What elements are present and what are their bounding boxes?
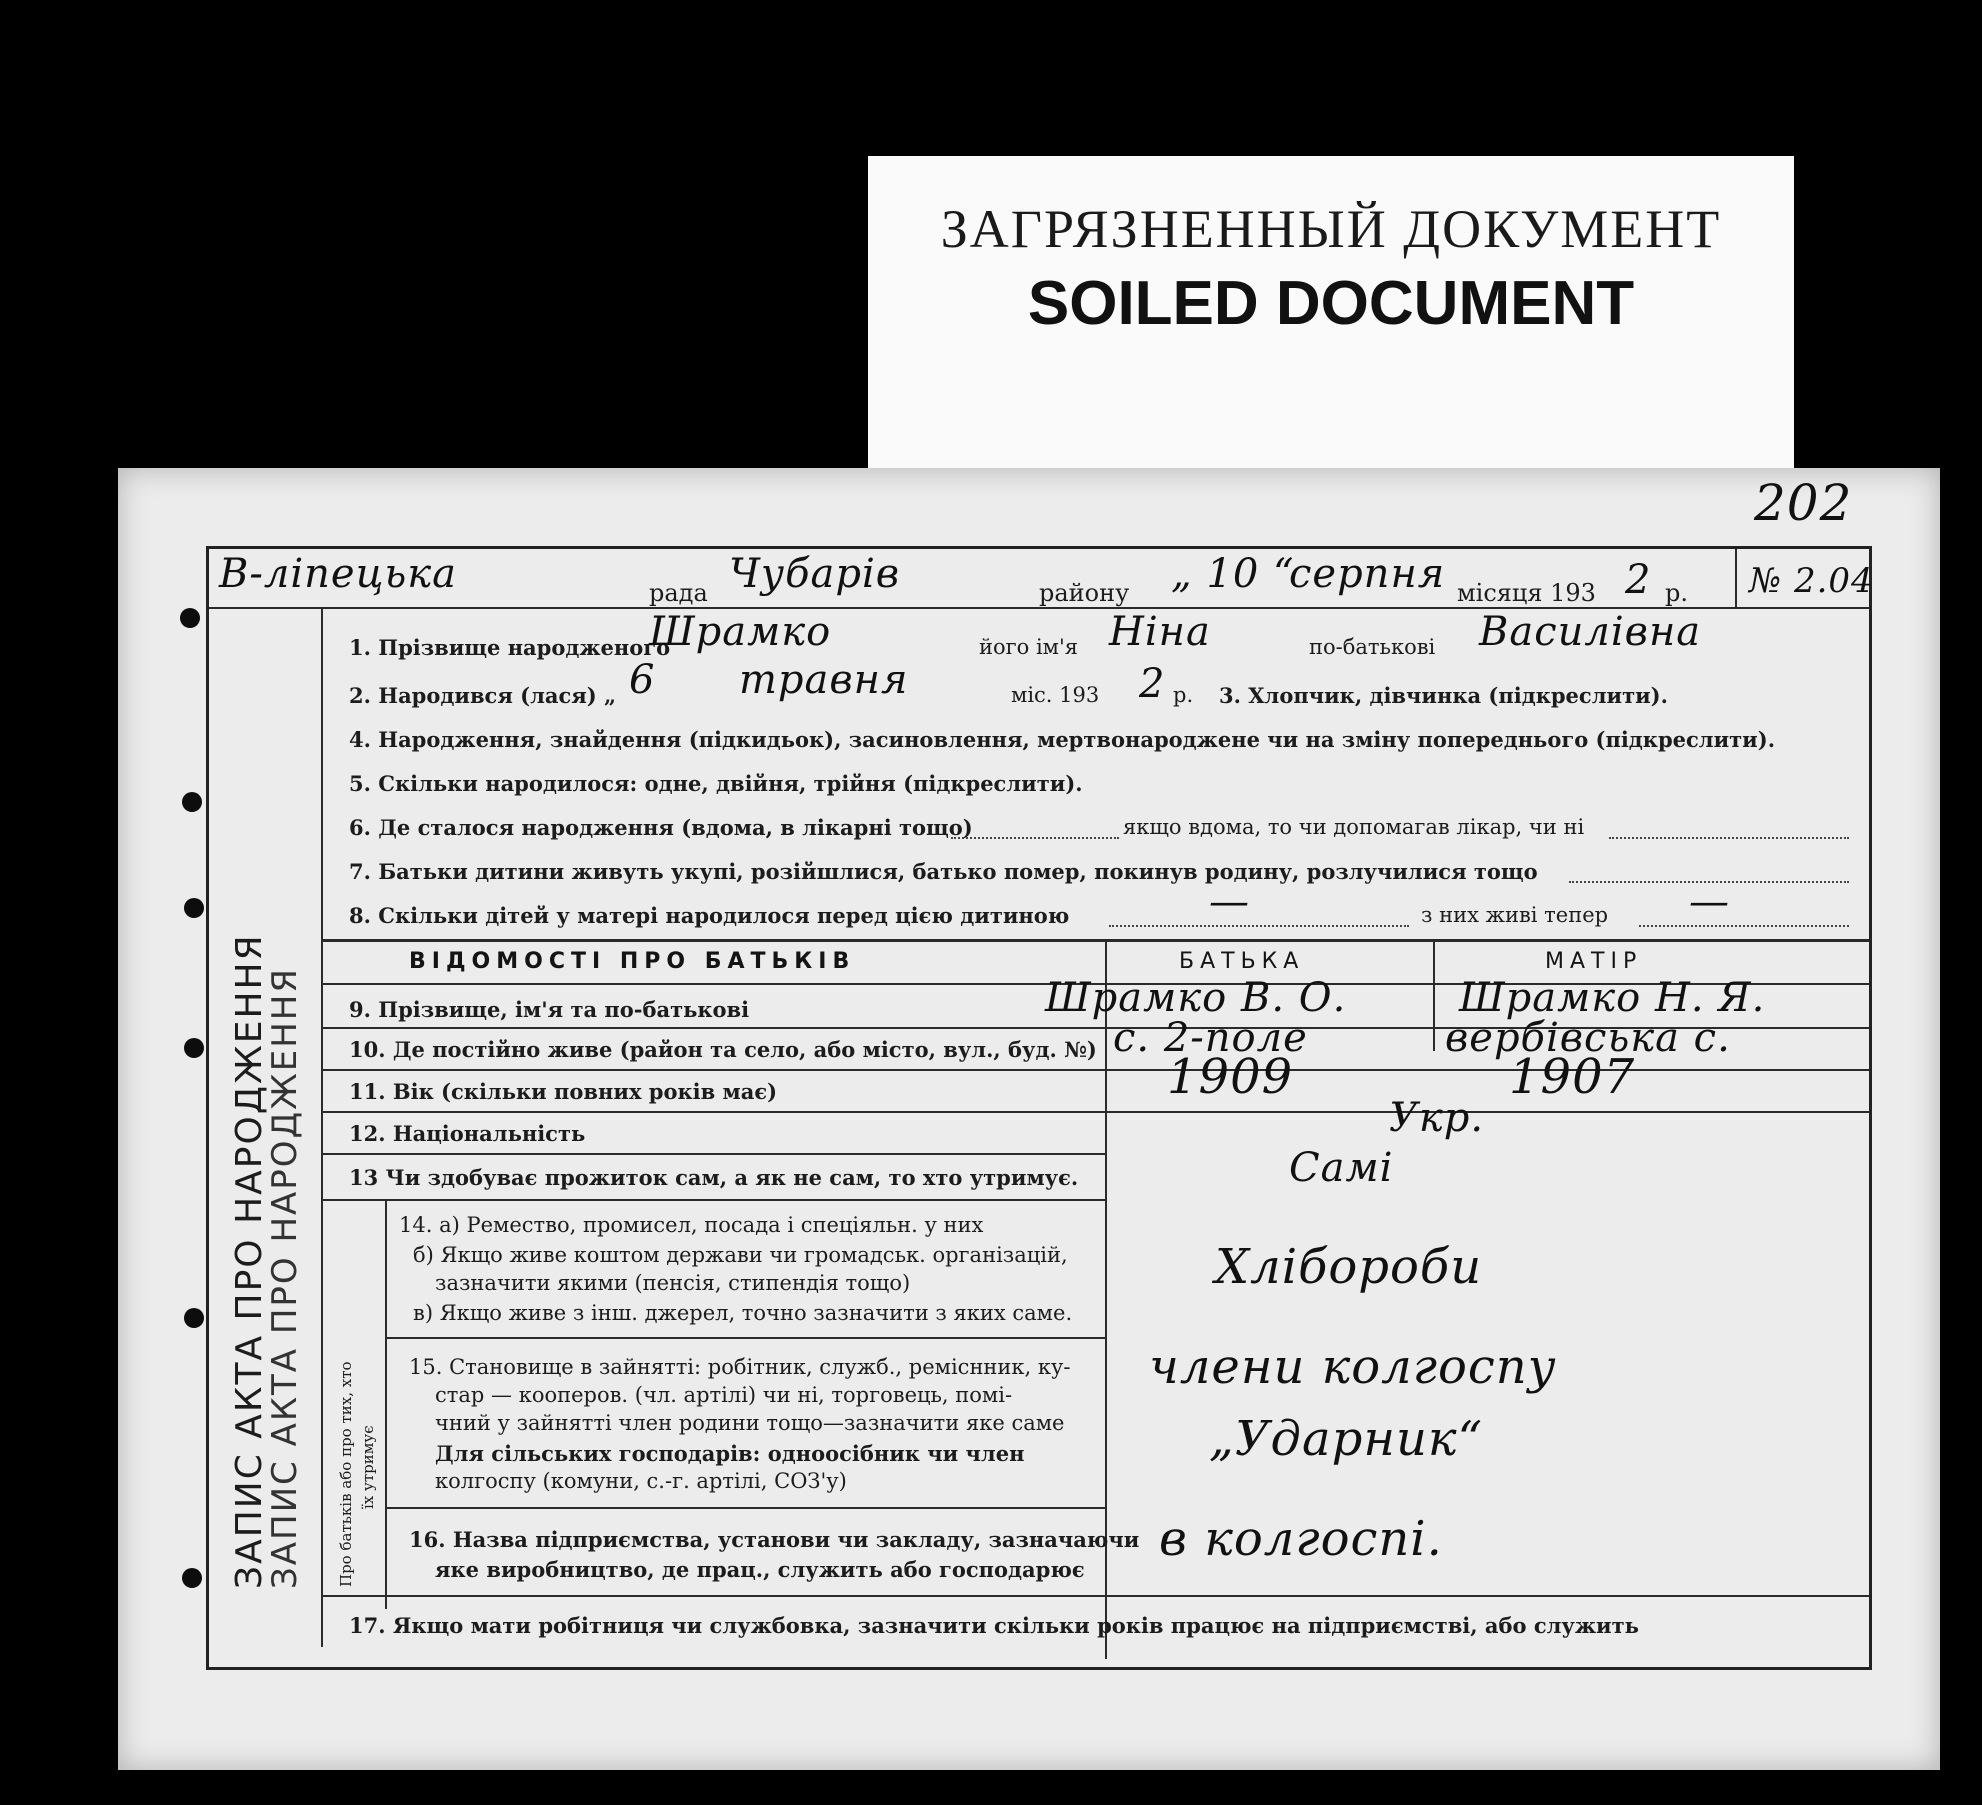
row1-patronymic-label: по-батькові <box>1309 635 1436 659</box>
birth-day: 6 <box>629 657 656 703</box>
row2-label: 2. Народився (лася) „ <box>349 683 617 708</box>
birth-record-card <box>118 468 1940 1770</box>
father-name: Шрамко В. О. <box>1045 975 1347 1021</box>
child-patronymic: Василівна <box>1479 609 1702 655</box>
punch-hole <box>180 608 200 628</box>
row10-label: 10. Де постійно живе (район та село, або місто, вул., буд. №) <box>349 1037 1097 1062</box>
punch-hole <box>184 1038 204 1058</box>
row16-line <box>321 1595 1869 1597</box>
punch-hole <box>184 1308 204 1328</box>
child-name: Ніна <box>1109 609 1211 655</box>
sublabel-divider <box>385 1199 387 1609</box>
row8-text-b: з них живі тепер <box>1421 903 1609 927</box>
council-label: рада <box>649 579 708 607</box>
occupation: Хлібороби <box>1215 1239 1483 1295</box>
row12-label: 12. Національність <box>349 1121 586 1146</box>
form-frame <box>206 546 1872 1670</box>
father-place: с. 2-поле <box>1113 1015 1308 1061</box>
mother-place: вербівська с. <box>1445 1015 1731 1061</box>
row10-line <box>321 1069 1869 1071</box>
row14b2-label: зазначити якими (пенсія, стипендія тощо) <box>435 1271 911 1295</box>
slip-russian-text: ЗАГРЯЗНЕННЫЙ ДОКУМЕНТ <box>940 199 1722 259</box>
slip-english-text: SOILED DOCUMENT <box>1027 269 1635 338</box>
mother-name: Шрамко Н. Я. <box>1459 975 1766 1021</box>
row11-label: 11. Вік (скільки повних років має) <box>349 1079 778 1104</box>
row14a-label: 14. а) Ремество, промисел, посада і спеціяльн. у них <box>399 1213 984 1237</box>
table-head-father: БАТЬКА <box>1179 949 1305 974</box>
table-top-line <box>321 939 1869 942</box>
row1-name-label: його ім'я <box>979 635 1079 659</box>
row8-dash-a: — <box>1209 879 1250 925</box>
row2-year-label: міс. 193 <box>1011 683 1100 707</box>
workplace: в колгоспі. <box>1159 1511 1443 1567</box>
row8-text-a: 8. Скільки дітей у матері народилося перед цією дитиною <box>349 903 1070 928</box>
row11-line <box>321 1111 1869 1113</box>
month-label: місяця 193 <box>1457 579 1596 607</box>
row13-line <box>321 1199 1107 1201</box>
kolhosp-name: „Ударник“ <box>1209 1411 1484 1467</box>
row15a-label: 15. Становище в зайнятті: робітник, служб., реміснник, ку- <box>409 1355 1071 1379</box>
month-handwritten: серпня <box>1289 551 1446 597</box>
punch-hole <box>182 1568 202 1588</box>
row12-line <box>321 1153 1107 1155</box>
row15b-label: стар — кооперов. (чл. артілі) чи ні, торговець, помі- <box>435 1383 1013 1407</box>
row14-line <box>385 1337 1107 1339</box>
father-age: 1909 <box>1167 1049 1294 1105</box>
row7-text: 7. Батьки дитини живуть укупі, розійшлися, батько помер, покинув родину, розлучилися тощо <box>349 859 1538 884</box>
birth-year-digit: 2 <box>1139 661 1166 707</box>
row3-sex: 3. Хлопчик, дівчинка (підкреслити). <box>1219 683 1668 708</box>
side-label-line1: Про батьків або про тих, хто <box>337 1361 355 1587</box>
row15c-label: чний у зайнятті член родини тощо—зазначити яке саме <box>435 1411 1065 1435</box>
punch-hole <box>184 898 204 918</box>
row9-label: 9. Прізвище, ім'я та по-батькові <box>349 997 750 1022</box>
day-handwritten: „ 10 “ <box>1171 551 1295 597</box>
district-label: району <box>1039 579 1130 607</box>
side-title-outer: ЗАПИС АКТА ПРО НАРОДЖЕННЯ <box>229 933 270 1589</box>
row8-dots <box>1109 925 1409 927</box>
nationality: Укр. <box>1389 1095 1485 1141</box>
row1-label: 1. Прізвище народженого <box>349 635 671 660</box>
row15-line <box>385 1507 1107 1509</box>
record-no-divider <box>1735 549 1737 607</box>
child-surname: Шрамко <box>649 609 832 655</box>
row16a-label: 16. Назва підприємства, установи чи закладу, зазначаючи <box>409 1527 1140 1552</box>
row17-label: 17. Якщо мати робітниця чи службовка, зазначити скільки років працює на підприємстві, або служить <box>349 1613 1639 1638</box>
row15d-label: Для сільських господарів: одноосібник чи член <box>435 1441 1025 1466</box>
soiled-document-slip <box>868 156 1794 474</box>
row16b-label: яке виробництво, де прац., служить або господарює <box>435 1557 1085 1582</box>
row15e-label: колгоспу (комуни, с.-г. артілі, СОЗ'у) <box>435 1469 847 1493</box>
year-suffix: р. <box>1665 579 1688 607</box>
district-handwritten: Чубарів <box>729 551 901 597</box>
row6-dots-end <box>1609 837 1849 839</box>
row6-dots <box>951 837 1119 839</box>
row2-year-suffix: р. <box>1173 683 1194 707</box>
row5-text: 5. Скільки народилося: одне, двійня, трійня (підкреслити). <box>349 771 1083 796</box>
corner-number: 202 <box>1754 474 1853 532</box>
side-label-line2: їх утримує <box>359 1425 377 1509</box>
collective-member: члени колгоспу <box>1149 1339 1557 1395</box>
side-divider <box>321 607 323 1647</box>
row4-text: 4. Народження, знайдення (підкидьок), засиновлення, мертвонароджене чи на зміну попереднього (підкреслити). <box>349 727 1776 752</box>
table-head-mother: МАТІР <box>1545 949 1643 974</box>
row14c-label: в) Якщо живе з інш. джерел, точно зазначити з яких саме. <box>413 1301 1073 1325</box>
row6-text-b: якщо вдома, то чи допомагав лікар, чи ні <box>1123 815 1585 839</box>
year-handwritten: 2 <box>1625 557 1652 603</box>
table-head-info: ВІДОМОСТІ ПРО БАТЬКІВ <box>409 949 856 974</box>
mother-age: 1907 <box>1509 1049 1636 1105</box>
self-support: Самі <box>1289 1145 1394 1191</box>
row8-dash-b: — <box>1689 879 1730 925</box>
record-number: № 2.04 <box>1749 561 1874 601</box>
row8-dots-end <box>1639 925 1849 927</box>
table-divider-right <box>1433 939 1435 1051</box>
punch-hole <box>182 792 202 812</box>
row13-label: 13 Чи здобуває прожиток сам, а як не сам, то хто утримує. <box>349 1165 1079 1190</box>
birth-month: травня <box>739 657 909 703</box>
side-title-inner: ЗАПИС АКТА ПРО НАРОДЖЕННЯ <box>265 967 305 1589</box>
row14b-label: б) Якщо живе коштом держави чи громадськ. організацій, <box>413 1243 1068 1267</box>
row6-text-a: 6. Де сталося народження (вдома, в лікарні тощо) <box>349 815 973 840</box>
council-handwritten: В-ліпецька <box>219 551 458 597</box>
